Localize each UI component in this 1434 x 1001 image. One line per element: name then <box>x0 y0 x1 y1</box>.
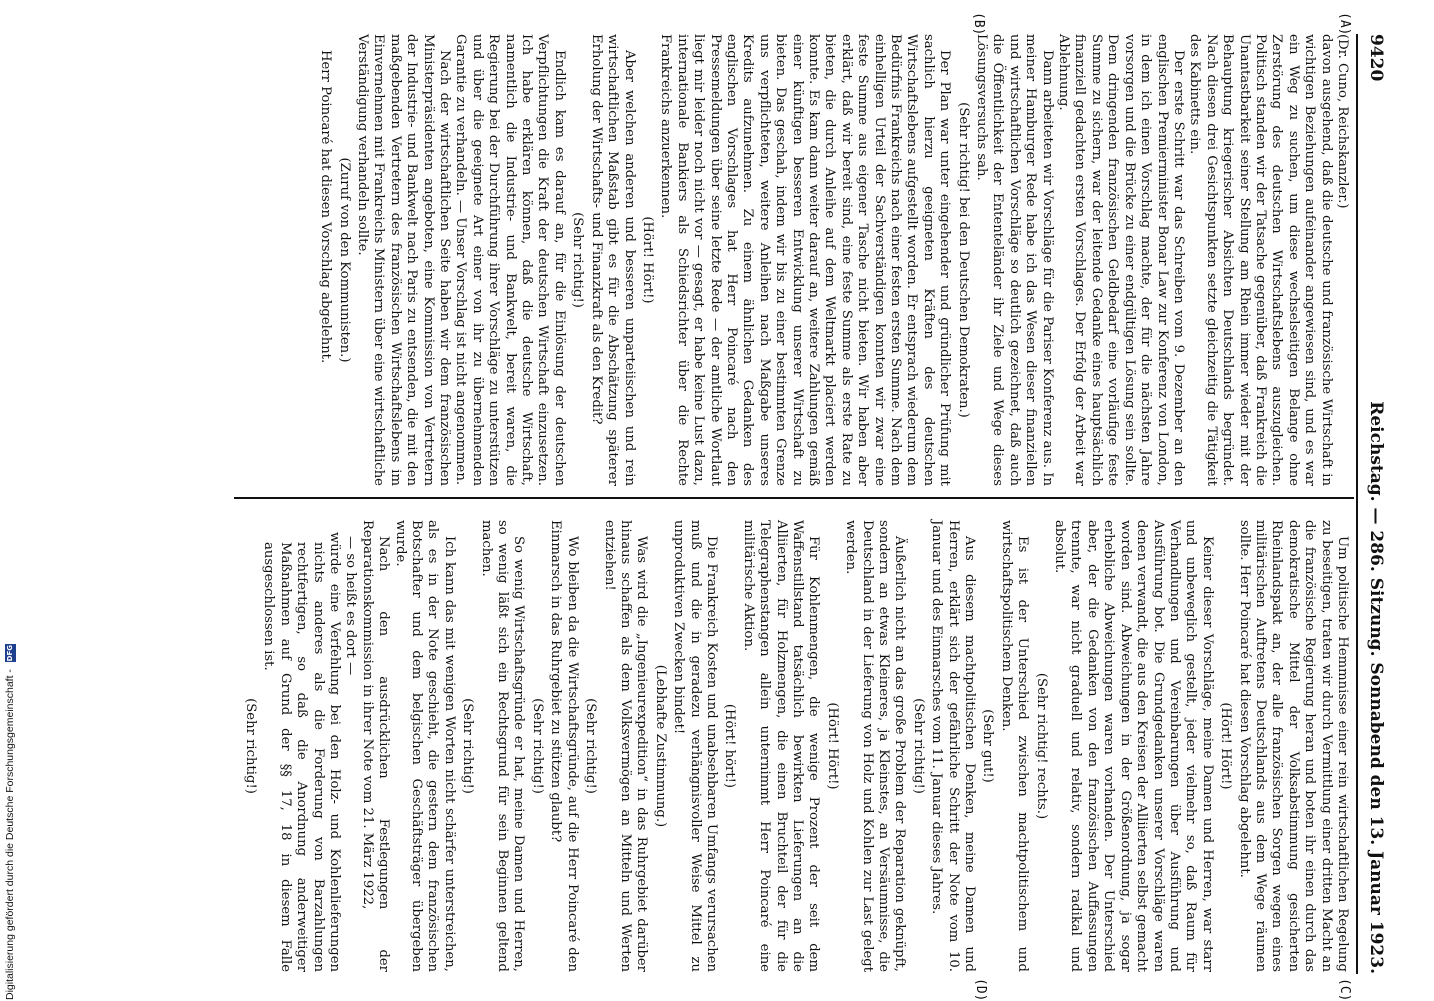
paragraph: Ich kann das mit wenigen Worten nicht schärfer unterstreichen, als es in der Note geschieht, die gestern dem französischen Botschafter und dem belgischen Geschäftsträger übergeben wurde. <box>392 520 457 972</box>
paragraph: Der Plan war unter eingehender und gründlicher Prüfung mit sachlich hierzu geeigneten Kräften des deutschen Wirtschaftslebens aufgestellt worden. Er entsprach wiederum dem Bedürfnis Frankreichs nach einer festen ersten Summe. Nach dem einhelligen Urteil der Sachverständigen konnten wir zwar eine feste Summe aus eigener Tasche nicht bieten. Wir haben aber erklärt, daß wir bereit sind, eine feste Summe als erste Rate zu bieten, die durch Anleihe auf dem Weltmarkt placiert werden konnte. Es kam dann weiter darauf an, weitere Zahlungen gemäß einer künftigen besseren Entwicklung unserer Wirtschaft zu bieten. Das geschah, indem wir bis zu einer bestimmten Grenze uns verpflichteten, weitere Anleihen nach Maßgabe unseres Kredits aufzunehmen. Zu einem ähnlichen Gedanken des englischen Vorschlages hat Herr Poincaré nach den Pressemeldungen über seine letzte Rede — der amtliche Wortlaut liegt mir leider noch nicht vor — gesagt, er habe keine Lust dazu, internationale Bankiers als Schiedsrichter über die Rechte Frankreichs anzuerkennen. <box>658 34 953 486</box>
margin-letter-c: (C) <box>1337 978 1352 1001</box>
paragraph: Nach der wirtschaftlichen Seite haben wir dem französischen Ministerpräsidenten angeboten, eine Kommission von Vertretern der Industrie- und Bankwelt nach Paris zu entsenden, die mit den maßgebenden Vertretern des französischen Wirtschaftslebens im Einvernehmen mit Frankreichs Ministern über eine wirtschaftliche Verständigung verhandeln sollte. <box>355 34 453 486</box>
paragraph: Aus diesem machtpolitischen Denken, meine Damen und Herren, erklärt sich der gefährliche Schritt der Note vom 10. Januar und des Einmarsches vom 11. Januar dieses Jahres. <box>929 520 978 972</box>
interjection: (Hört! Hört!) <box>639 216 655 304</box>
paragraph: Endlich kam es darauf an, für die Einlösung der deutschen Verpflichtungen die Kraft der deutschen Wirtschaft einzusetzen. Ich habe erklären können, daß die deutsche Wirtschaft, namentlich die Industrie- und Bankwelt, bereit waren, die Regierung bei der Durchführung ihrer Vorschläge zu unterstützen und über die geeignete Art einer von ihr zu übernehmenden Garantie zu verhandeln. — Unser Vorschlag ist nicht angenommen. <box>453 34 567 486</box>
paragraph: Die Frankreich Kosten und unabsehbaren Umfangs verursachen muß und die in geradezu verhängnisvoller Weise Mittel zu unproduktiven Zwecken bindet! <box>671 520 719 972</box>
paragraph: Nach den ausdrücklichen Festlegungen der Reparationskommission in ihrer Note vom 21. März 1922, <box>359 520 392 972</box>
paragraph: Herr Poincaré hat diesen Vorschlag abgelehnt. <box>318 50 334 364</box>
margin-letter-a: (A) <box>1337 12 1352 36</box>
margin-letter-d: (D) <box>973 978 988 1001</box>
paragraph: Dann arbeiteten wir Vorschläge für die Pariser Konferenz aus. In meiner Hamburger Rede habe ich das Wesen dieser finanziellen und wirtschaftlichen Vorschläge so deutlich gezeichnet, daß auch die Öffentlichkeit der Ententeländer ihr Ziele und Wege dieses Lösungsversuchs sah. <box>974 34 1055 486</box>
interjection: (Zuruf von den Kommunisten.) <box>336 157 352 363</box>
interjection: (Hört! Hört!) <box>1218 702 1234 790</box>
interjection: (Sehr richtig!) <box>243 698 258 794</box>
left-column <box>317 34 1350 486</box>
paragraph: Der erste Schritt war das Schreiben vom 9. Dezember an den englischen Premierminister Bonar Law zur Konferenz von London, in dem ich einen Vorschlag machte, der für die nächsten Jahre vorsorgen und die Brücke zu einer endgültigen Lösung sein sollte. Dem dringenden französischen Geldbedarf eine vorläufige feste Summe zu sichern, war der leitende Gedanke eines hauptsächlich finanziell gedachten ersten Vorschlages. Der Erfolg der Arbeit war Ablehnung. <box>1056 34 1186 486</box>
header-rule <box>1356 34 1358 974</box>
interjection: (Hört! Hört!) <box>824 702 840 790</box>
interjection: (Sehr richtig!) <box>910 698 926 794</box>
interjection: (Sehr richtig!) <box>583 698 599 794</box>
interjection: (Sehr richtig!) <box>460 698 476 794</box>
interjection: (Sehr richtig!) <box>570 212 586 308</box>
page-number: 9420 <box>1366 34 1386 82</box>
interjection: (Lebhafte Zustimmung.) <box>652 664 668 828</box>
interjection: (Sehr richtig! rechts.) <box>1033 672 1049 820</box>
dfg-logo: DFG <box>5 644 14 662</box>
block-quote: würde eine Verfehlung bei den Holz- und Kohlenlieferungen nichts anderes als die Forderung von Barzahlungen rechtfertigen, so daß die Anordnung anderweitiger Maßnahmen auf Grund der §§ 17, 18 in diesem Falle ausgeschlossen ist. <box>261 532 343 972</box>
paragraph: Wo bleiben da die Wirtschaftsgründe, auf die Herr Poincaré den Einmarsch in das Ruhrgebiet zu stützen glaubt? <box>548 520 580 972</box>
paragraph: Was wird die „Ingenieurexpedition“ in das Ruhrgebiet darüber hinaus schaffen als dem Volksvermögen an Mitteln und Werten entziehen! <box>601 520 650 972</box>
digitization-note: Digitalisierung gefördert durch die Deutsche Forschungsgemeinschaft - <box>4 669 16 1000</box>
margin-letter-b: (B) <box>971 12 986 36</box>
interjection: (Sehr richtig! bei den Deutschen Demokraten.) <box>955 102 971 418</box>
paragraph: Aber welchen anderen und besseren unparteiischen und rein wirtschaftlichen Maßstab gibt es für die Abschätzung späterer Erholung der Wirtschafts- und Finanzkraft als den Kredit? <box>588 34 637 486</box>
page-header <box>1362 34 1386 974</box>
page-title: Reichstag. — 286. Sitzung. Sonnabend den 13. Januar 1923. <box>1366 401 1386 974</box>
interjection: (Sehr gut!) <box>980 709 996 783</box>
interjection: (Hört! hört!) <box>722 703 738 789</box>
paragraph: — so heißt es dort — <box>343 536 359 676</box>
paragraph: Keiner dieser Vorschläge, meine Damen und Herren, war starr und unbeweglich gestellt, jeder vielmehr so, daß Raum für Verhandlungen und Vereinbarungen über Ausführung und Ausführung bot. Die Grundgedanken unserer Vorschläge waren denen verwandt, die aus den Kreisen der Alliierten selbst gemacht worden sind. Abweichungen in der Größenordnung, ja sogar erhebliche Abweichungen waren vorhanden. Der Unterschied aber, der die Gedanken von den französischen Auffassungen trennte, war nicht graduell und relativ, sondern radikal und absolut. <box>1052 520 1215 972</box>
speaker-label: (Dr. Cuno, Reichskanzler.) <box>1335 34 1350 209</box>
digitization-footer <box>0 602 20 1000</box>
right-column <box>240 520 1350 972</box>
paragraph: So wenig Wirtschaftsgründe er hat, meine Damen und Herren, so wenig läßt sich ein Rechtsgrund für sein Beginnen geltend machen. <box>478 520 527 972</box>
paragraph: Für Kohlenmengen, die wenige Prozent der seit dem Waffenstillstand tatsächlich bewirkten Lieferungen an die Alliierten, für Holzmengen, die einen Bruchteil der für die Telegraphenstangen allein unternimmt Herr Poincaré eine militärische Aktion. <box>740 520 822 972</box>
interjection: (Sehr richtig!) <box>529 698 545 794</box>
paragraph: Es ist der Unterschied zwischen machtpolitischem und wirtschaftspolitischem Denken. <box>998 520 1031 972</box>
column-divider <box>234 497 1354 499</box>
paragraph: Äußerlich nicht an das große Problem der Reparation geknüpft, sondern an etwas Kleineres, ja Kleinstes, an Versäumnisse, die Deutschland in der Lieferung von Holz und Kohlen zur Last gelegt werden. <box>843 520 908 972</box>
paragraph: davon ausgehend, daß die deutsche und französische Wirtschaft in wichtigen Beziehungen aufeinander angewiesen sind, und es war ein Weg zu suchen, um diese wechselseitigen Belange ohne Zerstörung des deutschen Wirtschaftslebens auszugleichen. Politisch standen wir der Tatsache gegenüber, daß Frankreich die Unantastbarkeit seiner Stellung am Rhein immer wieder mit der Behauptung kriegerischer Absichten Deutschlands begründet. Nach diesen drei Gesichtspunkten setzte gleichzeitig die Tätigkeit des Kabinetts ein. <box>1187 34 1334 486</box>
paragraph: Um politische Hemmnisse einer rein wirtschaftlichen Regelung zu beseitigen, traten wir durch Vermittlung einer dritten Macht an die französische Regierung heran und boten ihr einen durch das demokratische Mittel der Volksabstimmung gesicherten Rheinlandspakt an, der alle französischen Sorgen wegen eines militärischen Auftretens Deutschlands aus dem Wege räumen sollte. Herr Poincaré hat diesen Vorschlag abgelehnt. <box>1236 520 1350 972</box>
